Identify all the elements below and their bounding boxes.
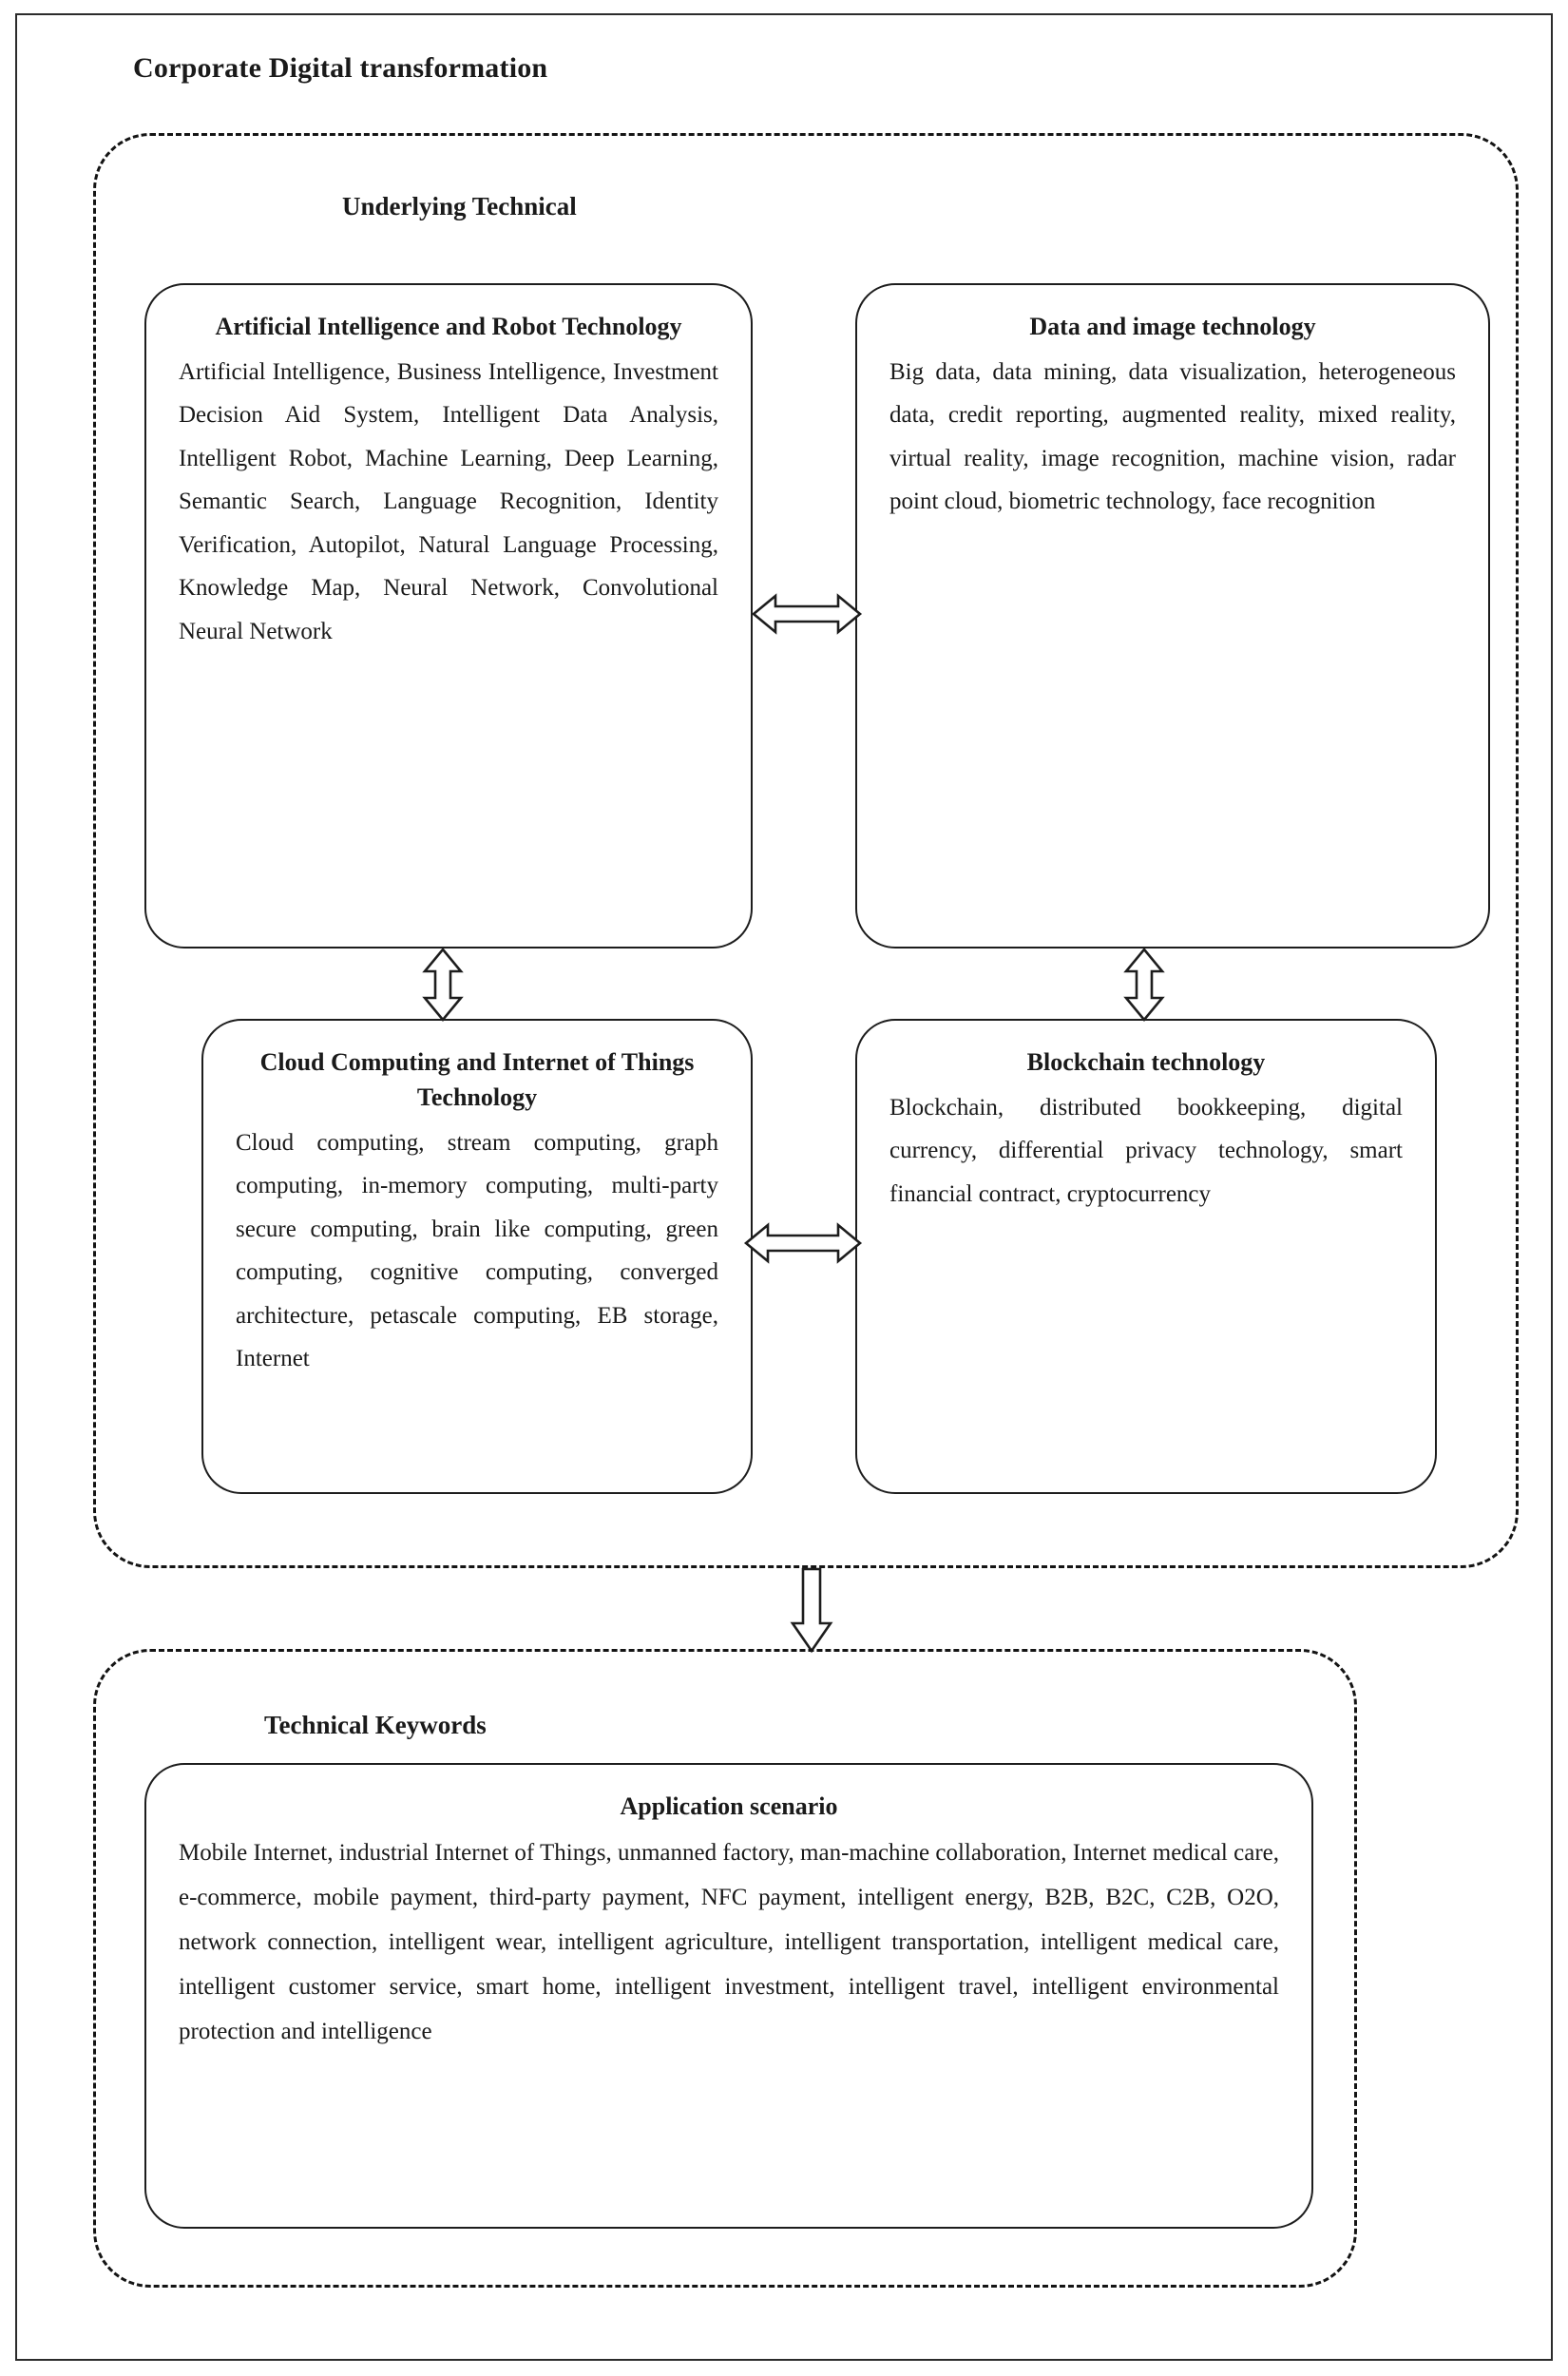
down-arrow-icon xyxy=(785,1566,838,1654)
card-data-image-technology[interactable] xyxy=(855,283,1490,948)
card-cloud-computing-iot[interactable] xyxy=(201,1019,753,1494)
card-data-image-technology-body: Big data, data mining, data visualization, heterogeneous data, credit reporting, augmented reality, mixed reality, virtual reality, image recognition, machine vision, radar point cloud, biometric technology, face recognition xyxy=(889,358,1456,515)
group-technical-keywords-title: Technical Keywords xyxy=(264,1711,487,1739)
card-blockchain-technology-body: Blockchain, distributed bookkeeping, digital currency, differential privacy technology, smart financial contract, cryptocurrency xyxy=(889,1094,1403,1207)
card-ai-robot-technology[interactable] xyxy=(144,283,753,948)
card-application-scenario-title: Application scenario xyxy=(620,1792,838,1820)
card-ai-robot-technology-title: Artificial Intelligence and Robot Technology xyxy=(215,313,682,340)
double-arrow-horizontal-icon xyxy=(751,587,863,641)
figure-title: Corporate Digital transformation xyxy=(133,52,548,84)
card-blockchain-technology[interactable] xyxy=(855,1019,1437,1494)
card-application-scenario-body: Mobile Internet, industrial Internet of Things, unmanned factory, man-machine collaboration, Internet medical care, e-commerce, mobile payment, third-party payment, NFC payment, intelligent energy, B2B, B2C, C2B, O2O, network connection, intelligent wear, intelligent agriculture, intelligent transportation, intelligent medical care, intelligent customer service, smart home, intelligent investment, intelligent travel, intelligent environmental protection and intelligence xyxy=(179,1839,1279,2044)
card-ai-robot-technology-body: Artificial Intelligence, Business Intelligence, Investment Decision Aid System, Intelligent Data Analysis, Intelligent Robot, Machine Learning, Deep Learning, Semantic Search, Language Recognition, Identity Verification, Autopilot, Natural Language Processing, Knowledge Map, Neural Network, Convolutional Neural Network xyxy=(179,358,718,644)
double-arrow-horizontal-icon xyxy=(743,1217,863,1270)
card-data-image-technology-title: Data and image technology xyxy=(1029,313,1316,340)
double-arrow-vertical-icon xyxy=(1118,947,1171,1023)
card-application-scenario[interactable] xyxy=(144,1763,1313,2229)
card-cloud-computing-iot-body: Cloud computing, stream computing, graph computing, in-memory computing, multi-party secure computing, brain like computing, green computing, cognitive computing, converged architecture, petascale computing, EB storage, Internet xyxy=(236,1129,718,1372)
double-arrow-vertical-icon xyxy=(416,947,469,1023)
card-cloud-computing-iot-title: Cloud Computing and Internet of Things Technology xyxy=(259,1048,695,1111)
card-blockchain-technology-title: Blockchain technology xyxy=(1026,1048,1266,1076)
group-underlying-technical-title: Underlying Technical xyxy=(342,192,577,220)
